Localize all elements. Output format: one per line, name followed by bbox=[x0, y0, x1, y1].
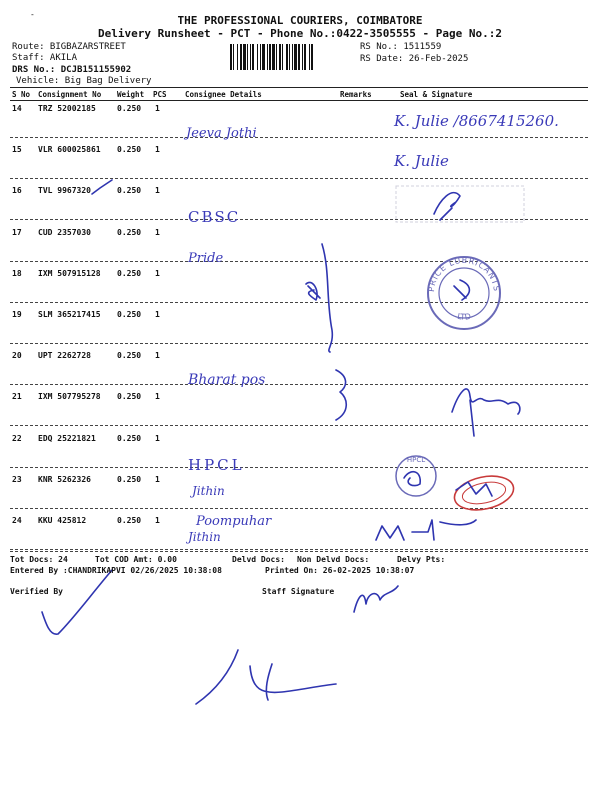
handwritten-consignee-21: Bharat pos bbox=[188, 372, 266, 388]
row-pcs: 1 bbox=[155, 228, 160, 237]
row-sno: 23 bbox=[12, 475, 22, 484]
tick-mark-16 bbox=[92, 180, 112, 194]
printed-on: Printed On: 26-02-2025 10:38:07 bbox=[265, 566, 415, 575]
row-sno: 21 bbox=[12, 392, 22, 401]
row-sno: 18 bbox=[12, 269, 22, 278]
signature-scribble-16 bbox=[434, 193, 460, 220]
tot-cod-amt: Tot COD Amt: 0.00 bbox=[95, 555, 177, 564]
handwritten-consignee-18: Pride bbox=[188, 251, 224, 266]
row-weight: 0.250 bbox=[117, 228, 142, 237]
row-consignment: UPT 2262728 bbox=[38, 351, 91, 360]
row-consignment: EDQ 25221821 bbox=[38, 434, 96, 443]
row-sno: 16 bbox=[12, 186, 22, 195]
staff-label: Staff: AKILA bbox=[12, 53, 78, 63]
row-consignment: KKU 425812 bbox=[38, 516, 87, 525]
delvy-pts: Delvy Pts: bbox=[397, 555, 446, 564]
row-pcs: 1 bbox=[155, 310, 160, 319]
stamp-text-bottom: LTD bbox=[456, 311, 472, 322]
rs-date: RS Date: 26-Feb-2025 bbox=[360, 54, 469, 64]
row-weight: 0.250 bbox=[117, 351, 142, 360]
handwritten-consignee-17: CBSC bbox=[188, 208, 241, 226]
row-pcs: 1 bbox=[155, 351, 160, 360]
col-seal: Seal & Signature bbox=[400, 90, 473, 99]
handwritten-consignee-24a: Poompuhar bbox=[196, 514, 272, 529]
col-sno: S No bbox=[12, 90, 31, 99]
col-consignee: Consignee Details bbox=[185, 90, 262, 99]
bracket-18-19 bbox=[322, 244, 332, 352]
row-pcs: 1 bbox=[155, 516, 160, 525]
row-weight: 0.250 bbox=[117, 269, 142, 278]
row-pcs: 1 bbox=[155, 145, 160, 154]
footer-rule bbox=[10, 551, 588, 552]
row-weight: 0.250 bbox=[117, 310, 142, 319]
staff-signature-label: Staff Signature bbox=[262, 587, 335, 596]
col-consignment: Consignment No bbox=[38, 90, 102, 99]
drs-number: DRS No.: DCJB151155902 bbox=[12, 65, 132, 75]
row-sno: 17 bbox=[12, 228, 22, 237]
row-weight: 0.250 bbox=[117, 145, 142, 154]
signature-scribble-23 bbox=[404, 472, 492, 496]
row-weight: 0.250 bbox=[117, 186, 142, 195]
row-sno: 19 bbox=[12, 310, 22, 319]
delvd-docs: Delvd Docs: bbox=[232, 555, 285, 564]
row-weight: 0.250 bbox=[117, 104, 142, 113]
route-label: Route: BIGBAZARSTREET bbox=[12, 42, 126, 52]
staff-signature-scribble bbox=[354, 586, 398, 612]
row-pcs: 1 bbox=[155, 475, 160, 484]
row-sno: 14 bbox=[12, 104, 22, 113]
stamp-scribble-18 bbox=[454, 280, 469, 300]
col-weight: Weight bbox=[117, 90, 145, 99]
runsheet-subtitle: Delivery Runsheet - PCT - Phone No.:0422-3505555 - Page No.:2 bbox=[98, 27, 502, 40]
row-consignment: KNR 5262326 bbox=[38, 475, 91, 484]
bracket-20-21 bbox=[336, 370, 346, 420]
signature-scribble-21 bbox=[452, 389, 520, 436]
row-pcs: 1 bbox=[155, 186, 160, 195]
signature-scribble-18 bbox=[306, 282, 320, 300]
signature-scribble-24 bbox=[376, 520, 476, 540]
corner-mark: - bbox=[30, 10, 35, 19]
handwritten-signature-15: K. Julie bbox=[394, 152, 449, 170]
row-weight: 0.250 bbox=[117, 516, 142, 525]
stamp-text-top: PRICE LUBRICANTS bbox=[426, 255, 502, 293]
non-delvd-docs: Non Delvd Docs: bbox=[297, 555, 370, 564]
row-sno: 22 bbox=[12, 434, 22, 443]
rs-number: RS No.: 1511559 bbox=[360, 42, 442, 52]
verified-by-signature bbox=[42, 570, 112, 634]
row-consignment: VLR 600025861 bbox=[38, 145, 101, 154]
handwritten-consignee-24b: Jithin bbox=[188, 530, 221, 544]
handwritten-consignee-23a: HPCL bbox=[188, 456, 245, 474]
bottom-signature bbox=[196, 650, 336, 704]
row-sno: 15 bbox=[12, 145, 22, 154]
handwritten-signature-14: K. Julie /8667415260. bbox=[394, 112, 559, 130]
row-consignment: CUD 2357030 bbox=[38, 228, 91, 237]
row-sno: 24 bbox=[12, 516, 22, 525]
hpcl-stamp-text: HPCL bbox=[406, 456, 426, 464]
row-consignment: IXM 507915128 bbox=[38, 269, 101, 278]
col-remarks: Remarks bbox=[340, 90, 372, 99]
vehicle-label: Vehicle: Big Bag Delivery bbox=[16, 76, 152, 86]
handwritten-consignee-23b: Jithin bbox=[192, 484, 225, 498]
row-consignment: TVL 9967320 bbox=[38, 186, 91, 195]
row-pcs: 1 bbox=[155, 392, 160, 401]
row-weight: 0.250 bbox=[117, 434, 142, 443]
row-sno: 20 bbox=[12, 351, 22, 360]
company-title: THE PROFESSIONAL COURIERS, COIMBATORE bbox=[177, 14, 423, 27]
row-pcs: 1 bbox=[155, 434, 160, 443]
row-consignment: SLM 365217415 bbox=[38, 310, 101, 319]
entered-by: Entered By :CHANDRIKAPVI 02/26/2025 10:38:08 bbox=[10, 566, 222, 575]
tot-docs: Tot Docs: 24 bbox=[10, 555, 68, 564]
row-pcs: 1 bbox=[155, 104, 160, 113]
row-weight: 0.250 bbox=[117, 392, 142, 401]
row-pcs: 1 bbox=[155, 269, 160, 278]
row-weight: 0.250 bbox=[117, 475, 142, 484]
row-consignment: IXM 507795278 bbox=[38, 392, 101, 401]
handwritten-consignee-14: Jeeva Jothi bbox=[186, 126, 257, 141]
verified-by-label: Verified By bbox=[10, 587, 63, 596]
col-pcs: PCS bbox=[153, 90, 167, 99]
row-consignment: TRZ 52002185 bbox=[38, 104, 96, 113]
